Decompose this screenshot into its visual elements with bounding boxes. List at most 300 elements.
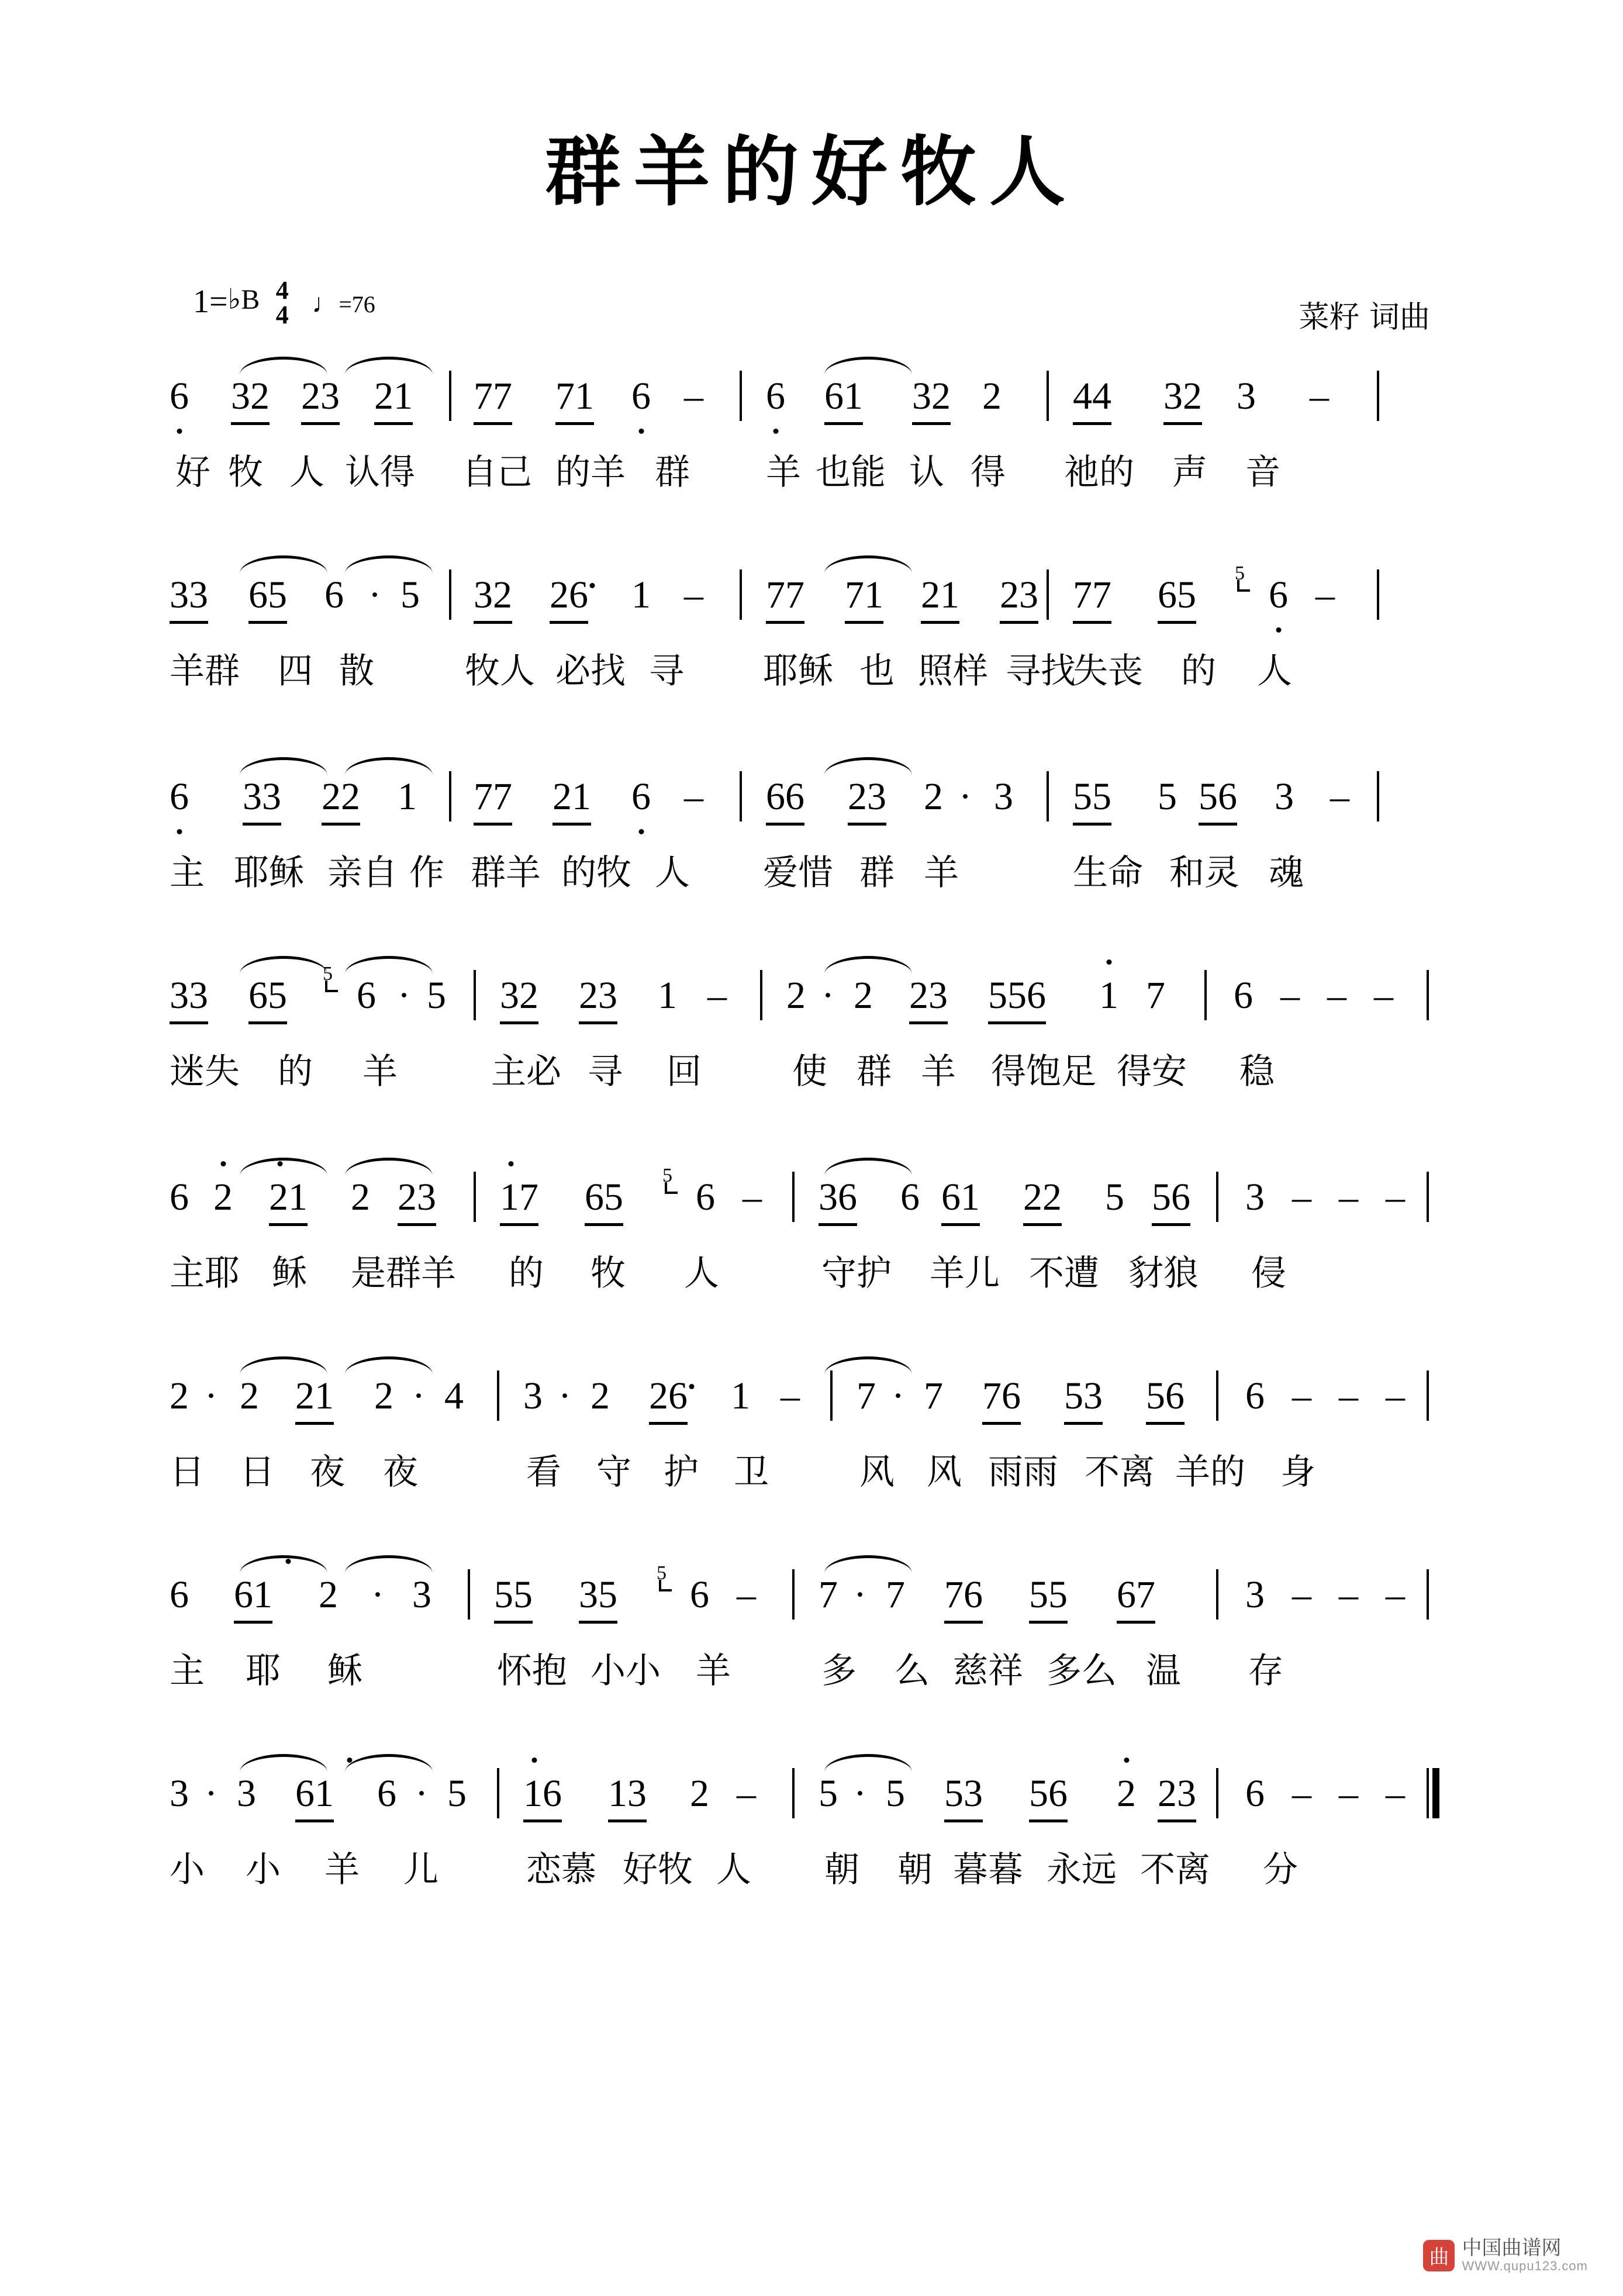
notation-row bbox=[170, 374, 1467, 444]
note-token: 6 bbox=[170, 775, 189, 818]
note-token: – bbox=[1339, 1375, 1358, 1417]
slur-arc bbox=[345, 757, 433, 775]
lyric-syllable: 羊的 bbox=[1175, 1452, 1245, 1493]
note-token: 2 bbox=[240, 1375, 259, 1417]
slur-arc bbox=[824, 956, 912, 974]
lyric-syllable: 么 bbox=[895, 1651, 930, 1691]
note-token: 56 bbox=[1146, 1374, 1185, 1425]
lyric-syllable: 卫 bbox=[734, 1452, 769, 1493]
slur-arc bbox=[240, 357, 327, 375]
lyric-syllable: 和灵 bbox=[1169, 852, 1239, 893]
lyric-syllable: 稣 bbox=[272, 1253, 307, 1294]
time-signature-bottom: 4 bbox=[275, 300, 289, 329]
note-token: – bbox=[684, 375, 703, 417]
note-token: 16 bbox=[523, 1772, 562, 1822]
lyric-syllable: 不遭 bbox=[1029, 1253, 1099, 1294]
lyric-syllable: 照样 bbox=[918, 651, 988, 692]
note-token: 3 bbox=[523, 1375, 543, 1417]
lyric-syllable: 的羊 bbox=[555, 452, 626, 493]
note-token: 23 bbox=[579, 973, 617, 1024]
key-time-tempo bbox=[193, 276, 375, 330]
note-token: – bbox=[1374, 974, 1393, 1017]
grace-note: 5 bbox=[1235, 562, 1245, 585]
slur-arc bbox=[345, 956, 433, 974]
music-system bbox=[170, 1165, 1467, 1304]
note-token: 66 bbox=[766, 775, 804, 826]
note-token: 6 bbox=[170, 375, 189, 417]
note-token: · bbox=[854, 1772, 866, 1815]
note-token: – bbox=[1292, 1772, 1311, 1815]
note-token: 55 bbox=[1073, 775, 1111, 826]
lyric-syllable: 朝 bbox=[824, 1849, 859, 1890]
barline bbox=[497, 1768, 499, 1818]
note-token: 21 bbox=[374, 374, 413, 425]
barline bbox=[1427, 1172, 1439, 1222]
lyric-syllable: 失丧 bbox=[1073, 651, 1143, 692]
lyrics-row bbox=[170, 1842, 1467, 1900]
key-label: 1= bbox=[193, 284, 228, 320]
lyric-syllable: 寻 bbox=[588, 1051, 623, 1092]
notation-row bbox=[170, 1374, 1467, 1444]
lyric-syllable: 分 bbox=[1263, 1849, 1298, 1890]
barline bbox=[1427, 1569, 1439, 1620]
barline bbox=[449, 569, 451, 620]
note-token: – bbox=[1280, 974, 1300, 1017]
note-token: 55 bbox=[1029, 1573, 1068, 1624]
page-title: 群羊的好牧人 bbox=[544, 127, 1078, 216]
note-token: 61 bbox=[234, 1573, 272, 1624]
lyric-syllable: 稣 bbox=[327, 1651, 362, 1691]
lyric-syllable: 羊群 bbox=[170, 651, 240, 692]
note-token: 3 bbox=[1275, 775, 1294, 818]
lyric-syllable: 暮暮 bbox=[953, 1849, 1023, 1890]
barline bbox=[497, 1370, 499, 1421]
note-token: 65 bbox=[248, 973, 287, 1024]
note-token: – bbox=[737, 1772, 756, 1815]
lyric-syllable: 得饱足 bbox=[991, 1051, 1096, 1092]
slur-arc bbox=[345, 1555, 433, 1573]
note-token: 21 bbox=[295, 1374, 334, 1425]
watermark bbox=[1423, 2238, 1588, 2273]
lyric-syllable: 寻找 bbox=[1006, 651, 1076, 692]
note-token: 6 bbox=[377, 1772, 396, 1815]
lyric-syllable: 群 bbox=[857, 1051, 892, 1092]
note-token: 7 bbox=[857, 1375, 876, 1417]
note-token: – bbox=[684, 574, 703, 616]
lyric-syllable: 守 bbox=[596, 1452, 631, 1493]
note-token: – bbox=[1330, 775, 1349, 818]
barline bbox=[1047, 569, 1049, 620]
barline bbox=[792, 1768, 795, 1818]
note-token: · bbox=[205, 1772, 217, 1815]
lyric-syllable: 四 bbox=[278, 651, 313, 692]
note-token: 76 bbox=[982, 1374, 1021, 1425]
note-token: 5 bbox=[1105, 1176, 1124, 1218]
lyric-syllable: 也能 bbox=[816, 452, 886, 493]
watermark-badge: 曲 bbox=[1423, 2240, 1455, 2271]
lyric-syllable: 主 bbox=[170, 852, 205, 893]
note-token: – bbox=[1386, 1375, 1405, 1417]
note-token: 5 bbox=[447, 1772, 467, 1815]
barline bbox=[449, 771, 451, 821]
note-token: 22 bbox=[1023, 1175, 1062, 1226]
lyric-syllable: 羊 bbox=[696, 1651, 731, 1691]
note-token: 56 bbox=[1029, 1772, 1068, 1822]
note-token: 44 bbox=[1073, 374, 1111, 425]
barline bbox=[1216, 1768, 1218, 1818]
lyric-syllable: 声 bbox=[1172, 452, 1207, 493]
note-token: 76 bbox=[944, 1573, 983, 1624]
note-token: 77 bbox=[474, 374, 512, 425]
note-token: 33 bbox=[170, 573, 208, 624]
barline bbox=[1377, 771, 1390, 821]
lyric-syllable: 侵 bbox=[1251, 1253, 1286, 1294]
note-token: 3 bbox=[412, 1573, 431, 1616]
lyric-syllable: 护 bbox=[664, 1452, 699, 1493]
barline bbox=[474, 970, 476, 1020]
note-token: · bbox=[205, 1375, 217, 1417]
note-token: 21 bbox=[921, 573, 959, 624]
grace-note: 5 bbox=[662, 1165, 672, 1187]
tempo-value: =76 bbox=[339, 291, 375, 318]
slur-arc bbox=[824, 1356, 912, 1375]
note-token: 32 bbox=[474, 573, 512, 624]
lyric-syllable: 看 bbox=[526, 1452, 561, 1493]
note-token: 5 bbox=[1158, 775, 1177, 818]
note-token: 2 bbox=[1117, 1772, 1136, 1815]
lyric-syllable: 自己 bbox=[462, 452, 532, 493]
note-token: 26 bbox=[550, 573, 588, 624]
note-token: 3 bbox=[1237, 375, 1256, 417]
note-token: 71 bbox=[555, 374, 594, 425]
lyric-syllable: 使 bbox=[792, 1051, 827, 1092]
note-token: 6 bbox=[324, 574, 344, 616]
note-token: – bbox=[1310, 375, 1329, 417]
note-token: · bbox=[821, 974, 834, 1017]
barline bbox=[1047, 771, 1049, 821]
note-token: – bbox=[1386, 1176, 1405, 1218]
note-token: 7 bbox=[886, 1573, 905, 1616]
barline bbox=[1216, 1569, 1218, 1620]
lyric-syllable: 人 bbox=[289, 452, 324, 493]
note-token: 26 bbox=[649, 1374, 688, 1425]
notation-row bbox=[170, 1562, 1467, 1643]
lyric-syllable: 羊 bbox=[766, 452, 801, 493]
note-token: 7 bbox=[924, 1375, 943, 1417]
note-token: · bbox=[959, 775, 972, 818]
lyric-syllable: 人 bbox=[684, 1253, 719, 1294]
lyric-syllable: 日 bbox=[170, 1452, 205, 1493]
slur-arc bbox=[240, 555, 327, 574]
note-token: 5 bbox=[886, 1772, 905, 1815]
note-token: 6 bbox=[631, 375, 651, 417]
note-token: 1 bbox=[631, 574, 651, 616]
note-token: – bbox=[1315, 574, 1335, 616]
note-token: 65 bbox=[585, 1175, 623, 1226]
note-token: 53 bbox=[1064, 1374, 1103, 1425]
lyric-syllable: 夜 bbox=[310, 1452, 345, 1493]
note-token: – bbox=[1292, 1573, 1311, 1616]
note-token: 1 bbox=[658, 974, 677, 1017]
notation-row bbox=[170, 1165, 1467, 1245]
lyric-syllable: 羊 bbox=[924, 852, 959, 893]
note-token: 6 bbox=[696, 1176, 715, 1218]
lyric-syllable: 亲自 bbox=[327, 852, 398, 893]
barline bbox=[474, 1172, 476, 1222]
note-token: 3 bbox=[994, 775, 1013, 818]
lyric-syllable: 温 bbox=[1146, 1651, 1181, 1691]
barline bbox=[1216, 1172, 1218, 1222]
note-token: – bbox=[684, 775, 703, 818]
note-token: 1 bbox=[398, 775, 417, 818]
note-token: 4 bbox=[444, 1375, 464, 1417]
note-token: 6 bbox=[170, 1176, 189, 1218]
lyric-syllable: 生命 bbox=[1073, 852, 1143, 893]
note-token: 1 bbox=[1099, 974, 1118, 1017]
note-token: 33 bbox=[243, 775, 281, 826]
note-token: – bbox=[1292, 1375, 1311, 1417]
time-signature bbox=[276, 278, 289, 327]
note-token: 23 bbox=[1158, 1772, 1196, 1822]
barline bbox=[830, 1370, 833, 1421]
note-token: – bbox=[743, 1176, 762, 1218]
note-token: 23 bbox=[848, 775, 886, 826]
note-token: 6 bbox=[1245, 1375, 1265, 1417]
note-token: 6 bbox=[900, 1176, 920, 1218]
slur-arc bbox=[240, 1356, 327, 1375]
note-token: – bbox=[1327, 974, 1346, 1017]
lyric-syllable: 风 bbox=[927, 1452, 962, 1493]
key-value: ♭B bbox=[227, 284, 260, 316]
note-token: 32 bbox=[231, 374, 270, 425]
music-system bbox=[170, 562, 1467, 702]
lyric-syllable: 寻 bbox=[649, 651, 684, 692]
watermark-site-url: WWW.qupu123.com bbox=[1462, 2258, 1588, 2273]
lyric-syllable: 好 bbox=[175, 452, 210, 493]
note-token: – bbox=[1339, 1772, 1358, 1815]
watermark-site-name: 中国曲谱网 bbox=[1462, 2236, 1562, 2260]
lyric-syllable: 人 bbox=[1257, 651, 1292, 692]
note-token: – bbox=[1386, 1772, 1405, 1815]
note-token: – bbox=[1339, 1573, 1358, 1616]
barline bbox=[468, 1569, 470, 1620]
barline bbox=[740, 371, 742, 421]
note-token: 2 bbox=[591, 1375, 610, 1417]
music-system bbox=[170, 1374, 1467, 1503]
lyric-syllable: 夜 bbox=[383, 1452, 418, 1493]
note-token: 3 bbox=[1245, 1573, 1265, 1616]
note-token: 61 bbox=[295, 1772, 334, 1822]
note-token: 3 bbox=[237, 1772, 256, 1815]
lyric-syllable: 稳 bbox=[1239, 1051, 1275, 1092]
lyrics-row bbox=[170, 845, 1467, 903]
notation-row bbox=[170, 1772, 1467, 1842]
slur-arc bbox=[824, 555, 912, 574]
lyric-syllable: 好牧 bbox=[623, 1849, 693, 1890]
lyric-syllable: 慈祥 bbox=[953, 1651, 1023, 1691]
lyric-syllable: 耶稣 bbox=[234, 852, 304, 893]
note-token: · bbox=[415, 1772, 428, 1815]
music-system bbox=[170, 963, 1467, 1102]
lyric-syllable: 小 bbox=[170, 1849, 205, 1890]
slur-arc bbox=[345, 1754, 433, 1772]
slur-arc bbox=[240, 956, 327, 974]
lyric-syllable: 耶稣 bbox=[763, 651, 833, 692]
note-token: 6 bbox=[357, 974, 376, 1017]
note-token: 3 bbox=[170, 1772, 189, 1815]
composer-credit: 菜籽 词曲 bbox=[1299, 300, 1430, 335]
lyric-syllable: 风 bbox=[859, 1452, 895, 1493]
barline bbox=[1427, 970, 1439, 1020]
lyrics-row bbox=[170, 444, 1467, 503]
barline bbox=[760, 970, 762, 1020]
lyrics-row bbox=[170, 643, 1467, 702]
note-token: 56 bbox=[1199, 775, 1237, 826]
lyric-syllable: 的 bbox=[278, 1051, 313, 1092]
lyric-syllable: 群 bbox=[655, 452, 690, 493]
lyric-syllable: 主 bbox=[170, 1651, 205, 1691]
note-token: 32 bbox=[500, 973, 538, 1024]
barline bbox=[1377, 569, 1390, 620]
note-token: 6 bbox=[1269, 574, 1288, 616]
note-token: 5 bbox=[427, 974, 446, 1017]
lyric-syllable: 回 bbox=[667, 1051, 702, 1092]
lyric-syllable: 小小 bbox=[591, 1651, 661, 1691]
note-token: 21 bbox=[552, 775, 591, 826]
notation-row bbox=[170, 775, 1467, 845]
barline bbox=[1377, 371, 1390, 421]
lyric-syllable: 人 bbox=[655, 852, 690, 893]
lyric-syllable: 的 bbox=[1181, 651, 1216, 692]
note-token: · bbox=[412, 1375, 425, 1417]
slur-arc bbox=[824, 1555, 912, 1573]
slur-arc bbox=[824, 357, 912, 375]
note-token: 2 bbox=[319, 1573, 338, 1616]
note-token: 22 bbox=[322, 775, 360, 826]
grace-note: 5 bbox=[657, 1562, 667, 1584]
note-token: · bbox=[398, 974, 410, 1017]
barline bbox=[1047, 371, 1049, 421]
lyric-syllable: 身 bbox=[1280, 1452, 1315, 1493]
slur-arc bbox=[824, 757, 912, 775]
lyric-syllable: 的 bbox=[509, 1253, 544, 1294]
lyric-syllable: 怀抱 bbox=[497, 1651, 567, 1691]
lyrics-row bbox=[170, 1245, 1467, 1304]
note-token: 56 bbox=[1152, 1175, 1190, 1226]
lyric-syllable: 豺狼 bbox=[1128, 1253, 1199, 1294]
note-token: 2 bbox=[982, 375, 1002, 417]
lyric-syllable: 牧 bbox=[591, 1253, 626, 1294]
note-token: – bbox=[781, 1375, 800, 1417]
lyric-syllable: 守护 bbox=[821, 1253, 892, 1294]
music-system bbox=[170, 775, 1467, 903]
note-token: – bbox=[737, 1573, 756, 1616]
time-signature-top: 4 bbox=[275, 276, 289, 305]
note-token: 7 bbox=[1146, 974, 1165, 1017]
music-system bbox=[170, 1562, 1467, 1701]
note-token: 61 bbox=[824, 374, 863, 425]
slur-arc bbox=[345, 1356, 433, 1375]
slur-arc bbox=[240, 1754, 327, 1772]
note-token: 67 bbox=[1117, 1573, 1155, 1624]
slur-arc bbox=[824, 1754, 912, 1772]
note-token: 23 bbox=[1000, 573, 1038, 624]
lyric-syllable: 群 bbox=[859, 852, 895, 893]
lyric-syllable: 音 bbox=[1245, 452, 1280, 493]
barline bbox=[1204, 970, 1207, 1020]
barline bbox=[740, 771, 742, 821]
lyrics-row bbox=[170, 1044, 1467, 1102]
note-token: 7 bbox=[819, 1573, 838, 1616]
note-token: 2 bbox=[351, 1176, 370, 1218]
lyrics-row bbox=[170, 1643, 1467, 1701]
note-token: 32 bbox=[912, 374, 951, 425]
note-token: 6 bbox=[1234, 974, 1253, 1017]
lyric-syllable: 日 bbox=[240, 1452, 275, 1493]
barline bbox=[792, 1569, 795, 1620]
lyric-syllable: 羊 bbox=[362, 1051, 398, 1092]
note-token: 1 bbox=[731, 1375, 750, 1417]
note-token: 6 bbox=[690, 1573, 709, 1616]
note-token: · bbox=[558, 1375, 571, 1417]
note-token: 55 bbox=[494, 1573, 533, 1624]
final-barline bbox=[1427, 1768, 1439, 1818]
note-token: 71 bbox=[845, 573, 883, 624]
lyric-syllable: 得安 bbox=[1117, 1051, 1187, 1092]
barline bbox=[740, 569, 742, 620]
lyric-syllable: 群羊 bbox=[471, 852, 541, 893]
slur-arc bbox=[345, 357, 433, 375]
lyric-syllable: 羊儿 bbox=[930, 1253, 1000, 1294]
lyric-syllable: 得 bbox=[971, 452, 1006, 493]
note-token: 65 bbox=[1158, 573, 1196, 624]
lyric-syllable: 存 bbox=[1248, 1651, 1283, 1691]
note-token: – bbox=[1386, 1573, 1405, 1616]
slur-arc bbox=[240, 1555, 327, 1573]
note-token: 77 bbox=[474, 775, 512, 826]
note-token: 2 bbox=[854, 974, 873, 1017]
lyric-syllable: 永远 bbox=[1047, 1849, 1117, 1890]
lyric-syllable: 不离 bbox=[1085, 1452, 1155, 1493]
note-token: 2 bbox=[690, 1772, 709, 1815]
note-token: 6 bbox=[170, 1573, 189, 1616]
lyric-syllable: 认 bbox=[909, 452, 944, 493]
lyric-syllable: 牧 bbox=[228, 452, 263, 493]
lyric-syllable: 雨雨 bbox=[988, 1452, 1058, 1493]
lyric-syllable: 魂 bbox=[1269, 852, 1304, 893]
note-token: · bbox=[371, 1573, 384, 1616]
lyric-syllable: 牧人 bbox=[465, 651, 535, 692]
lyric-syllable: 多么 bbox=[1047, 1651, 1117, 1691]
note-token: 13 bbox=[608, 1772, 647, 1822]
lyric-syllable: 主必 bbox=[491, 1051, 561, 1092]
note-token: 6 bbox=[631, 775, 651, 818]
note-token: 3 bbox=[1245, 1176, 1265, 1218]
note-token: 23 bbox=[909, 973, 948, 1024]
note-token: 17 bbox=[500, 1175, 538, 1226]
lyric-syllable: 羊 bbox=[324, 1849, 360, 1890]
note-token: 6 bbox=[766, 375, 785, 417]
tempo-marking: ♩=76 bbox=[312, 288, 375, 319]
barline bbox=[792, 1172, 795, 1222]
barline bbox=[1216, 1370, 1218, 1421]
note-token: 2 bbox=[924, 775, 943, 818]
lyric-syllable: 的牧 bbox=[561, 852, 631, 893]
note-token: – bbox=[707, 974, 727, 1017]
note-token: 65 bbox=[248, 573, 287, 624]
note-token: 2 bbox=[170, 1375, 189, 1417]
grace-note: 5 bbox=[323, 963, 333, 985]
